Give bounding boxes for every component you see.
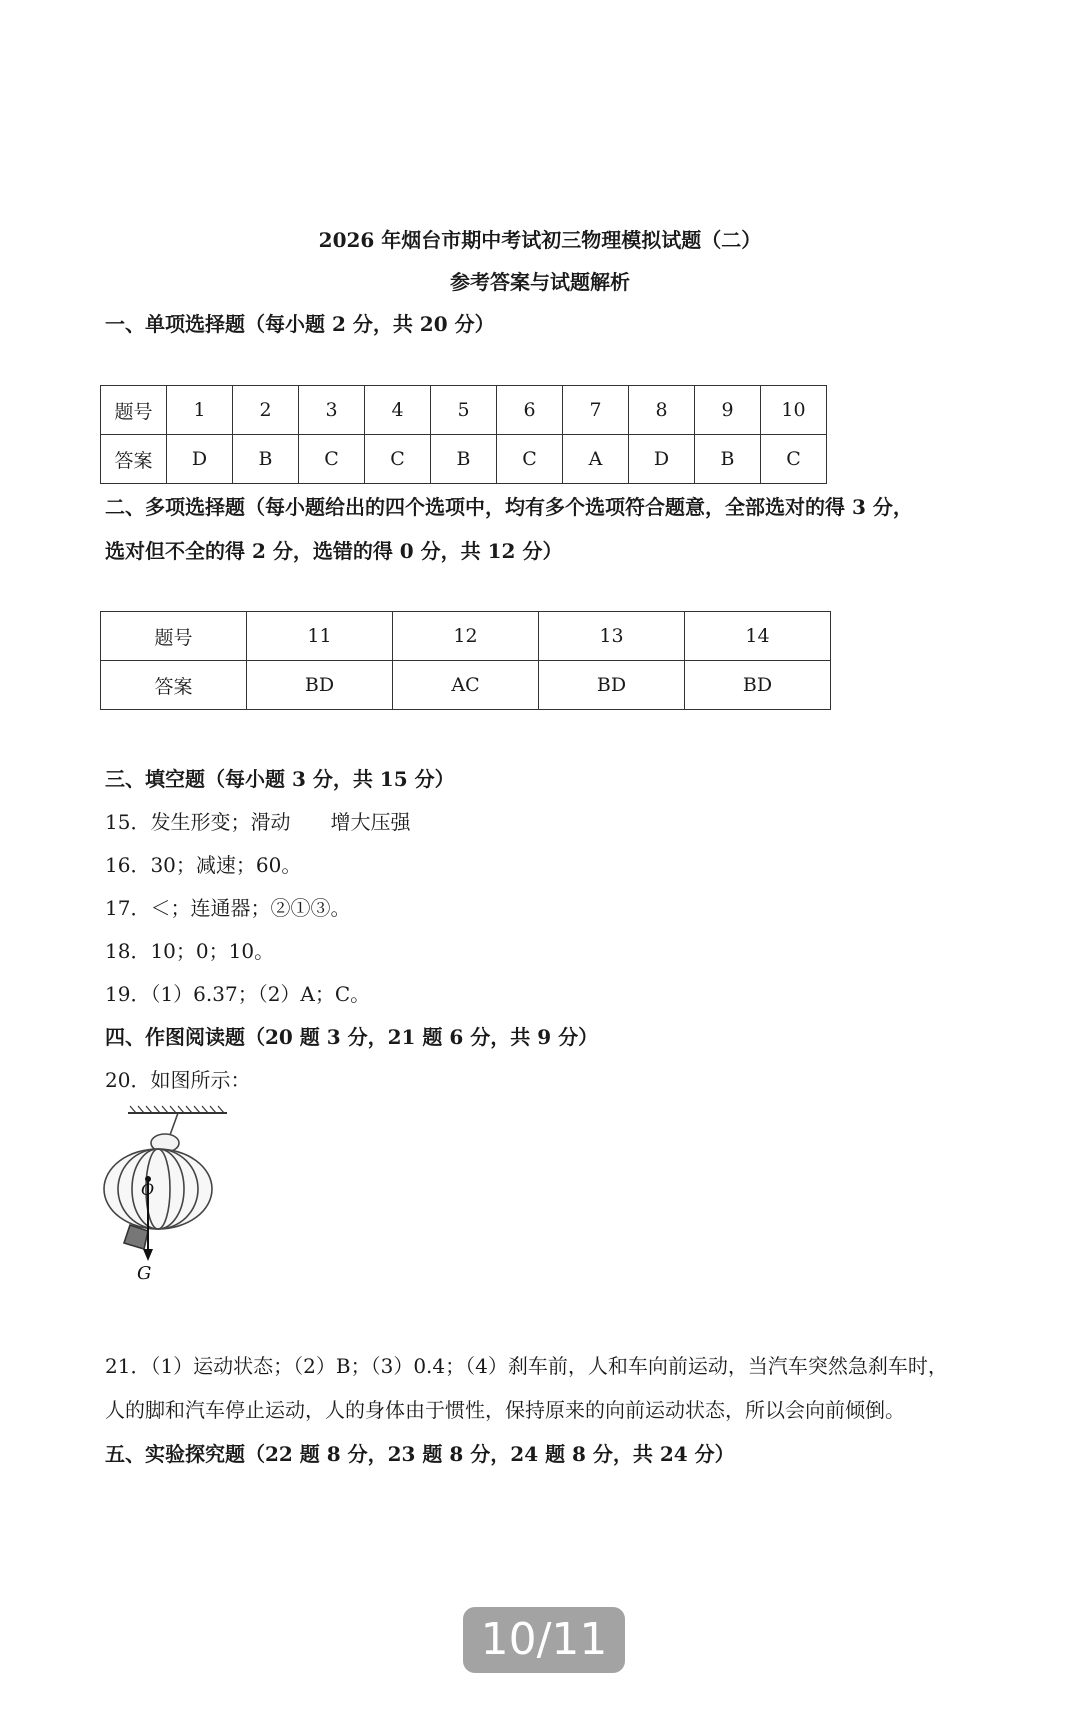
section2-heading-line1: 二、多项选择题（每小题给出的四个选项中，均有多个选项符合题意，全部选对的得 3 分， [105, 495, 913, 519]
lantern-force-diagram [100, 1103, 230, 1283]
answer-cell: B [431, 435, 497, 484]
answer-19: 19．（1）6.37；（2）A；C。 [105, 982, 371, 1006]
answer-17: 17．＜；连通器；②①③。 [105, 896, 351, 920]
answer-cell: A [563, 435, 629, 484]
row-label-answer: 答案 [101, 661, 247, 710]
answer-cell: C [497, 435, 563, 484]
answer-15: 15．发生形变；滑动 增大压强 [105, 810, 411, 834]
document-title: 2026 年烟台市期中考试初三物理模拟试题（二） [318, 228, 762, 252]
row-label-question: 题号 [101, 612, 247, 661]
ceiling-icon [128, 1106, 227, 1113]
question-number-cell: 1 [167, 386, 233, 435]
point-o-label: O [141, 1180, 155, 1199]
section5-heading: 五、实验探究题（22 题 8 分，23 题 8 分，24 题 8 分，共 24 分） [105, 1442, 735, 1466]
question-number-cell: 13 [539, 612, 685, 661]
answer-cell: B [233, 435, 299, 484]
answer-21-line1: 21．（1）运动状态；（2）B；（3）0.4；（4）刹车前，人和车向前运动，当汽车突然急刹车时， [105, 1354, 948, 1378]
row-label-question: 题号 [101, 386, 167, 435]
question-number-cell: 2 [233, 386, 299, 435]
answer-20: 20．如图所示： [105, 1068, 251, 1092]
answer-cell: C [761, 435, 827, 484]
lantern-icon [104, 1113, 212, 1249]
answer-cell: D [629, 435, 695, 484]
row-label-answer: 答案 [101, 435, 167, 484]
question-number-cell: 3 [299, 386, 365, 435]
multi-choice-answer-table [100, 611, 831, 710]
question-number-cell: 4 [365, 386, 431, 435]
answer-row [101, 661, 831, 710]
question-number-cell: 5 [431, 386, 497, 435]
question-number-cell: 14 [685, 612, 831, 661]
answer-cell: AC [393, 661, 539, 710]
question-number-cell: 10 [761, 386, 827, 435]
document-subtitle: 参考答案与试题解析 [450, 270, 630, 294]
question-number-cell: 7 [563, 386, 629, 435]
section2-heading-line2: 选对但不全的得 2 分，选错的得 0 分，共 12 分） [105, 539, 563, 563]
single-choice-answer-table [100, 385, 827, 484]
answer-cell: BD [685, 661, 831, 710]
answer-cell: D [167, 435, 233, 484]
question-number-cell: 9 [695, 386, 761, 435]
question-number-cell: 8 [629, 386, 695, 435]
question-number-cell: 11 [247, 612, 393, 661]
section1-heading: 一、单项选择题（每小题 2 分，共 20 分） [105, 312, 495, 336]
question-number-row [101, 612, 831, 661]
answer-cell: C [299, 435, 365, 484]
answer-cell: BD [539, 661, 685, 710]
answer-cell: B [695, 435, 761, 484]
section3-heading: 三、填空题（每小题 3 分，共 15 分） [105, 767, 455, 791]
page-indicator: 10/11 [463, 1607, 625, 1673]
answer-cell: BD [247, 661, 393, 710]
answer-21-line2: 人的脚和汽车停止运动，人的身体由于惯性，保持原来的向前运动状态，所以会向前倾倒。 [105, 1398, 905, 1422]
section4-heading: 四、作图阅读题（20 题 3 分，21 题 6 分，共 9 分） [105, 1025, 599, 1049]
answer-row [101, 435, 827, 484]
gravity-label: G [137, 1263, 152, 1283]
question-number-row [101, 386, 827, 435]
answer-cell: C [365, 435, 431, 484]
answer-16: 16．30；减速；60。 [105, 853, 302, 877]
question-number-cell: 12 [393, 612, 539, 661]
answer-18: 18．10；0；10。 [105, 939, 275, 963]
question-number-cell: 6 [497, 386, 563, 435]
